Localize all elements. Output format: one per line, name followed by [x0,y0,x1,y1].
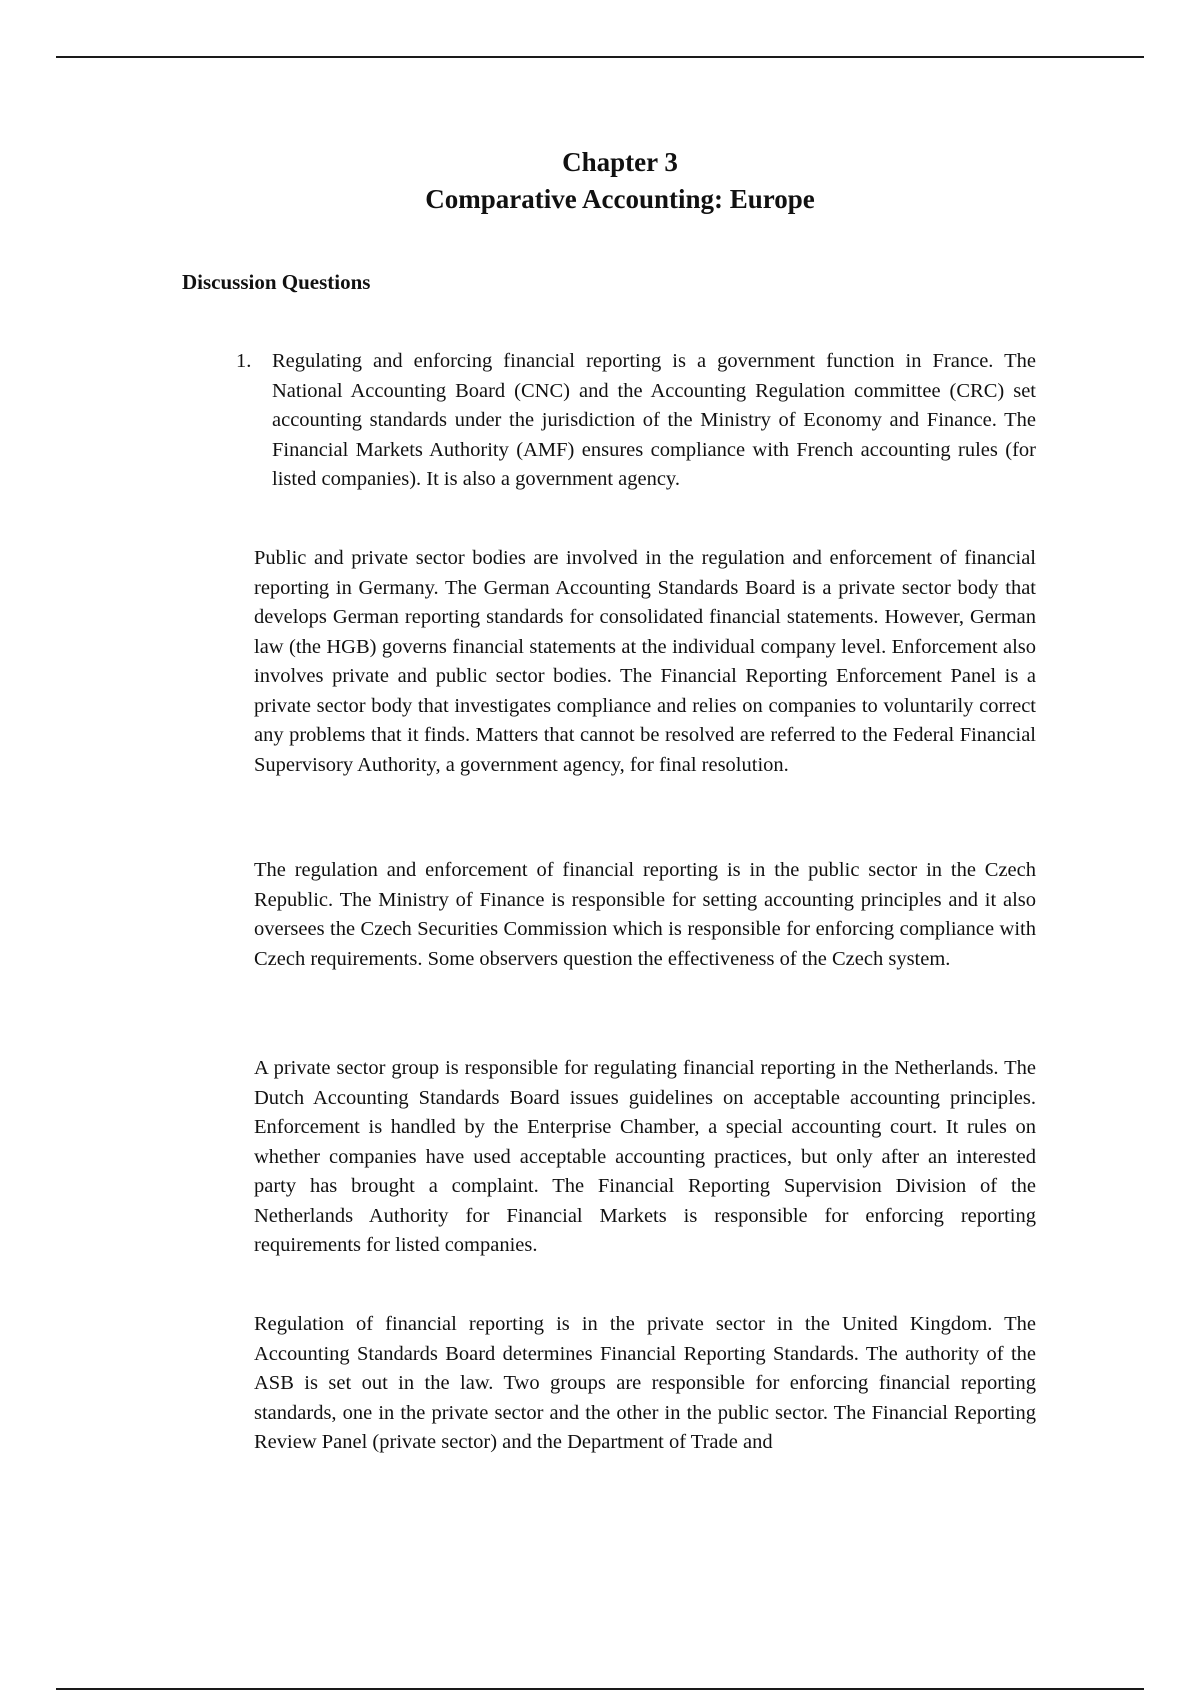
section-heading: Discussion Questions [182,270,371,294]
question-number: 1. [236,350,252,372]
chapter-title: Comparative Accounting: Europe [425,184,815,214]
question-item-1 [236,347,1036,495]
chapter-number: Chapter 3 [562,147,678,177]
paragraph-netherlands: A private sector group is responsible for regulating financial reporting in the Netherlands. The Dutch Accounting Standards Board issues guidelines on acceptable accounting principles. Enforcement is handled by the Enterprise Chamber, a special accounting court. It rules on whether companies have used acceptable accounting practices, but only after an interested party has brought a complaint. The Financial Reporting Supervision Division of the Netherlands Authority for Financial Markets is responsible for enforcing reporting requirements for listed companies. [254,1057,1036,1256]
paragraph-germany: Public and private sector bodies are involved in the regulation and enforcement of financial reporting in Germany. The German Accounting Standards Board is a private sector body that develops German reporting standards for consolidated financial statements. However, German law (the HGB) governs financial statements at the individual company level. Enforcement also involves private and public sector bodies. The Financial Reporting Enforcement Panel is a private sector body that investigates compliance and relies on companies to voluntarily correct any problems that it finds. Matters that cannot be resolved are referred to the Federal Financial Supervisory Authority, a government agency, for final resolution. [254,547,1036,776]
paragraph-france: Regulating and enforcing financial reporting is a government function in France. The National Accounting Board (CNC) and the Accounting Regulation committee (CRC) set accounting standards under the jurisdiction of the Ministry of Economy and Finance. The Financial Markets Authority (AMF) ensures compliance with French accounting rules (for listed companies). It is also a government agency. [272,350,1036,490]
bottom-rule [56,1688,1144,1690]
title-block [0,144,1200,218]
paragraph-czech-republic: The regulation and enforcement of financial reporting is in the public sector in the Czech Republic. The Ministry of Finance is responsible for setting accounting principles and it also oversees the Czech Securities Commission which is responsible for enforcing compliance with Czech requirements. Some observers question the effectiveness of the Czech system. [254,859,1036,970]
top-rule [56,56,1144,58]
paragraph-united-kingdom: Regulation of financial reporting is in the private sector in the United Kingdom. The Accounting Standards Board determines Financial Reporting Standards. The authority of the ASB is set out in the law. Two groups are responsible for enforcing financial reporting standards, one in the private sector and the other in the public sector. The Financial Reporting Review Panel (private sector) and the Department of Trade and [254,1313,1036,1453]
